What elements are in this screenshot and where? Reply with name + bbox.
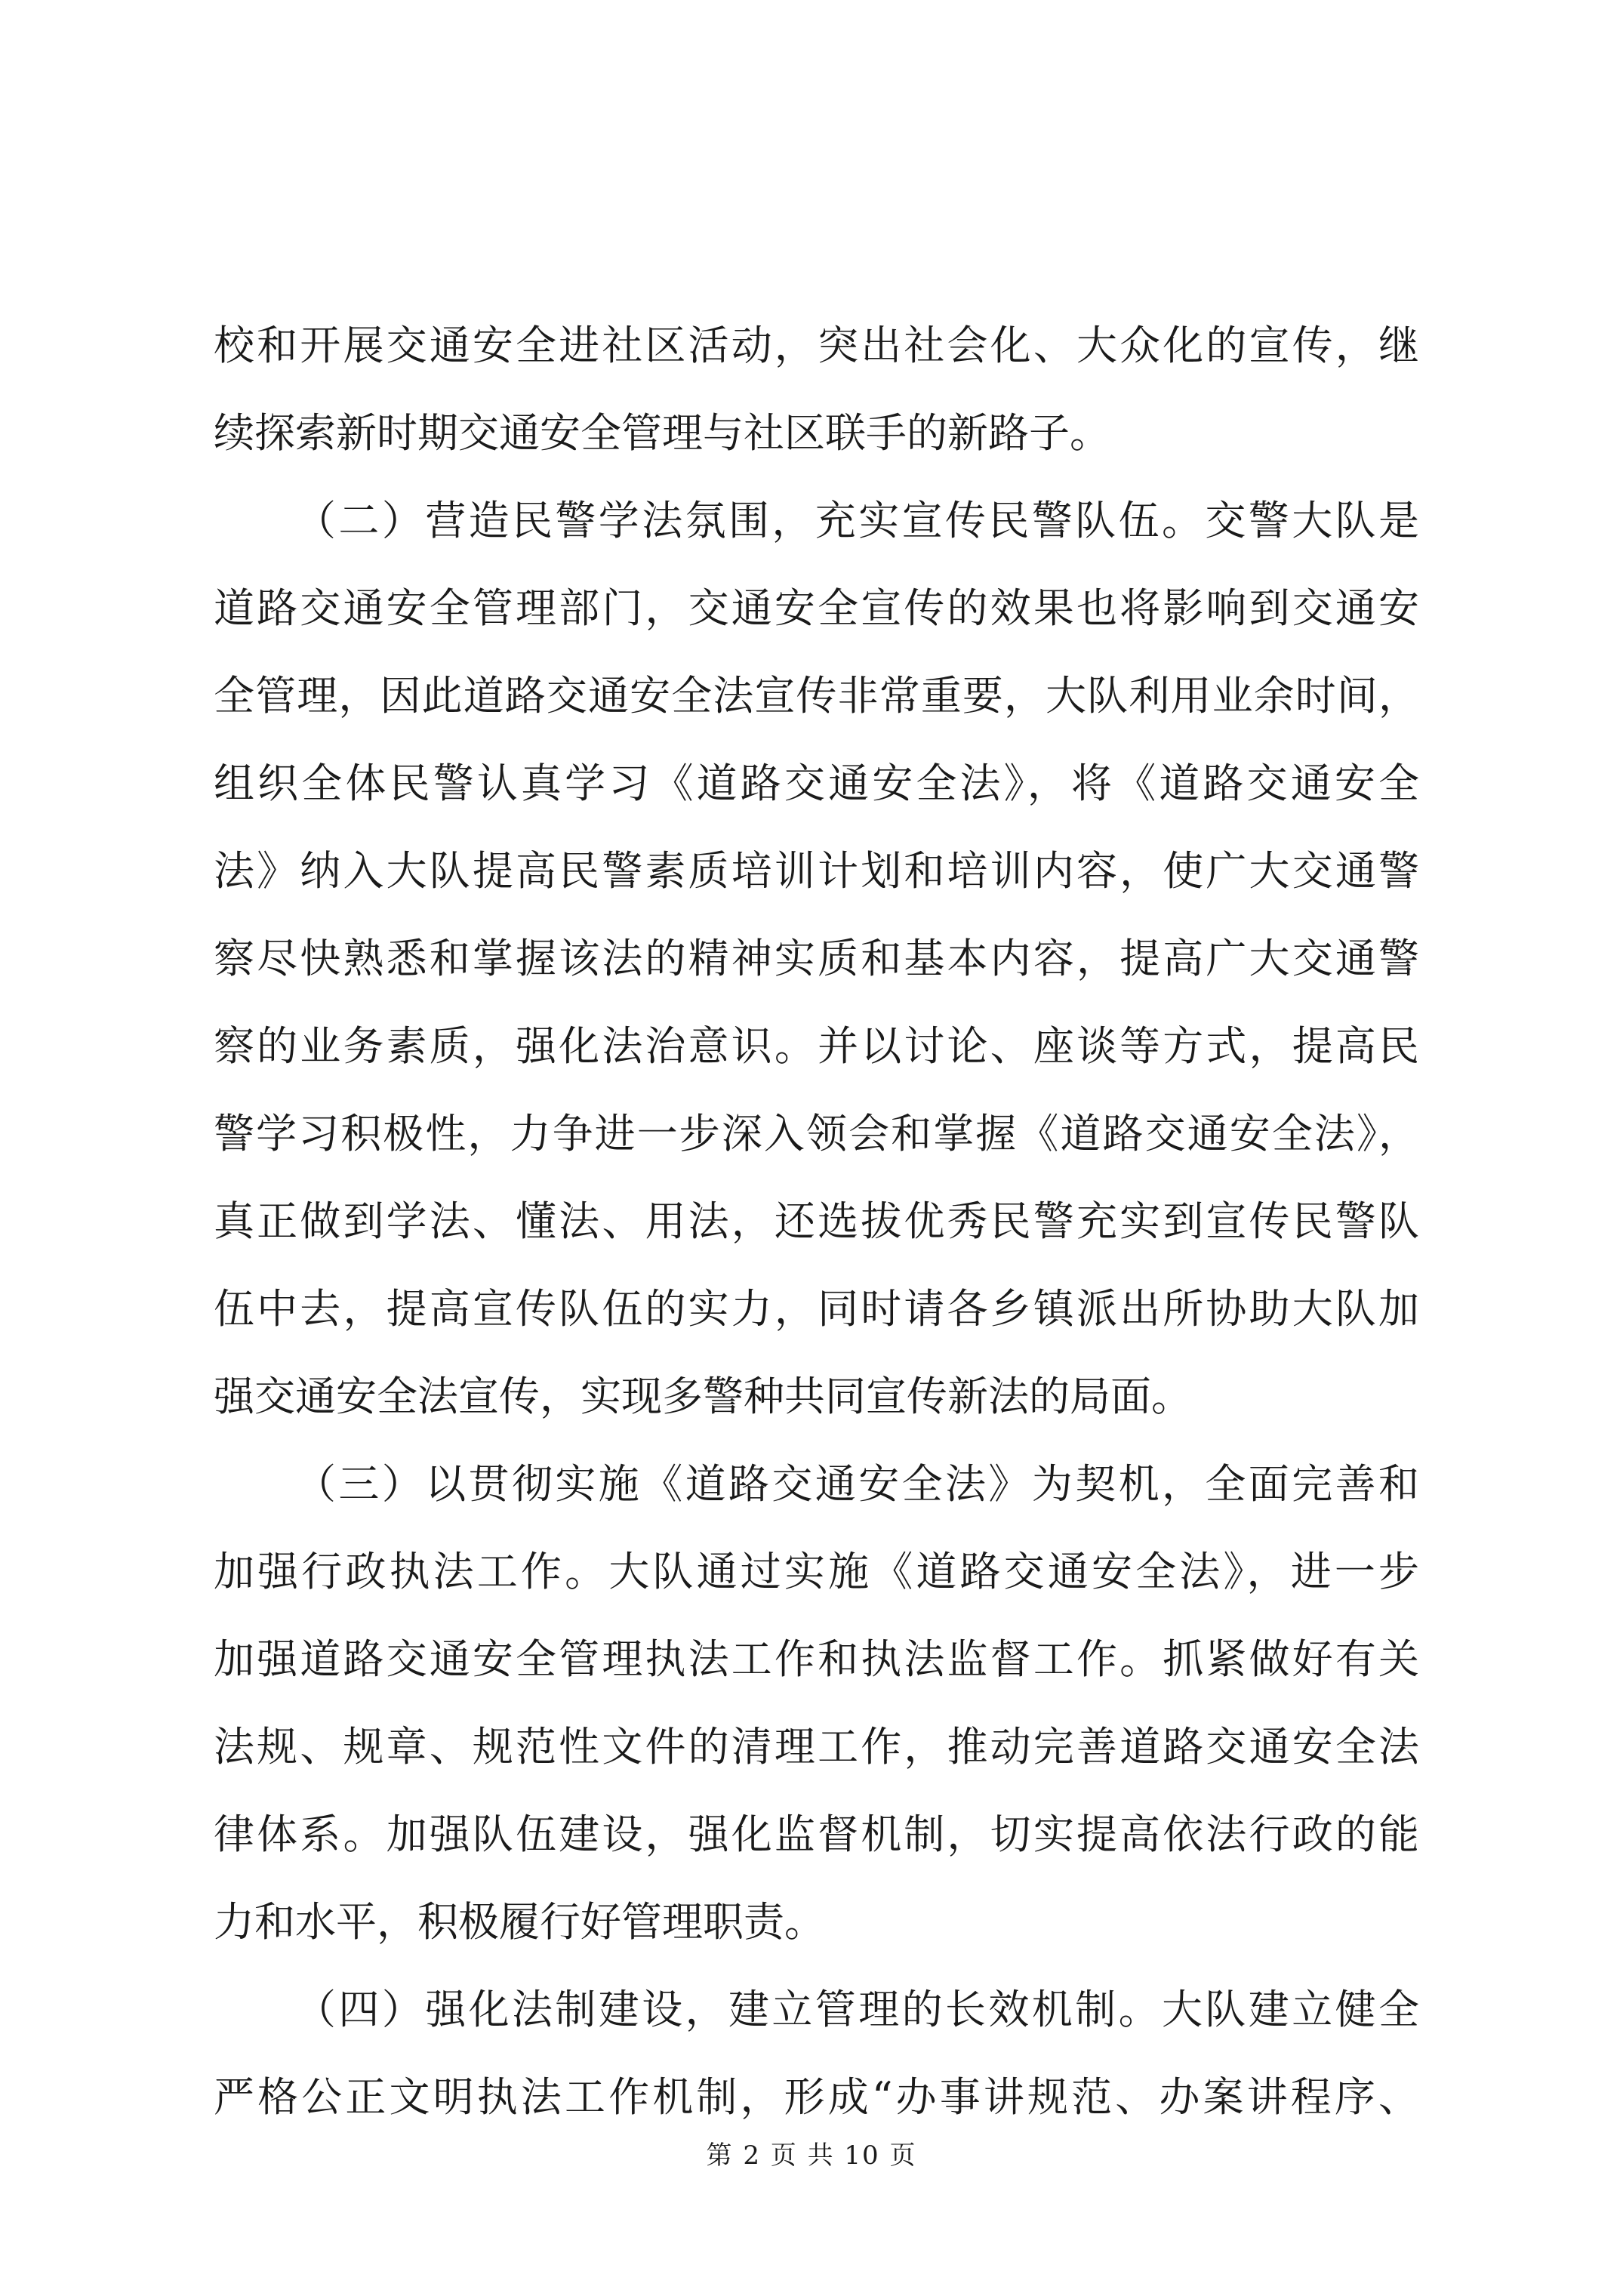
text-line: 加强行政执法工作。大队通过实施《道路交通安全法》，进一步 bbox=[214, 1548, 1419, 1595]
text-line: 加强道路交通安全管理执法工作和执法监督工作。抓紧做好有关 bbox=[214, 1635, 1419, 1683]
text-line: 警学习积极性，力争进一步深入领会和掌握《道路交通安全法》， bbox=[214, 1110, 1419, 1157]
text-line: 续探索新时期交通安全管理与社区联手的新路子。 bbox=[214, 409, 1110, 457]
page-number-footer: 第 2 页 共 10 页 bbox=[706, 2140, 917, 2171]
text-line: 组织全体民警认真学习《道路交通安全法》，将《道路交通安全 bbox=[214, 760, 1419, 807]
text-line: 校和开展交通安全进社区活动，突出社会化、大众化的宣传，继 bbox=[214, 322, 1419, 369]
paragraph-heading-line: （四）强化法制建设，建立管理的长效机制。大队建立健全 bbox=[295, 1986, 1419, 2033]
body-text bbox=[214, 302, 1419, 2141]
text-line: 全管理，因此道路交通安全法宣传非常重要，大队利用业余时间， bbox=[214, 672, 1419, 720]
text-line: 真正做到学法、懂法、用法，还选拔优秀民警充实到宣传民警队 bbox=[214, 1197, 1419, 1245]
text-line: 严格公正文明执法工作机制，形成“办事讲规范、办案讲程序、 bbox=[214, 2073, 1419, 2121]
text-line: 律体系。加强队伍建设，强化监督机制，切实提高依法行政的能 bbox=[214, 1811, 1419, 1858]
text-line: 力和水平，积极履行好管理职责。 bbox=[214, 1898, 825, 1946]
text-line: 伍中去，提高宣传队伍的实力，同时请各乡镇派出所协助大队加 bbox=[214, 1285, 1419, 1333]
paragraph-heading-line: （二）营造民警学法氛围，充实宣传民警队伍。交警大队是 bbox=[295, 497, 1419, 544]
text-line: 察的业务素质，强化法治意识。并以讨论、座谈等方式，提高民 bbox=[214, 1022, 1419, 1070]
text-line: 道路交通安全管理部门，交通安全宣传的效果也将影响到交通安 bbox=[214, 584, 1419, 632]
text-line: 法规、规章、规范性文件的清理工作，推动完善道路交通安全法 bbox=[214, 1723, 1419, 1771]
paragraph-heading-line: （三）以贯彻实施《道路交通安全法》为契机，全面完善和 bbox=[295, 1460, 1419, 1508]
text-line: 察尽快熟悉和掌握该法的精神实质和基本内容，提高广大交通警 bbox=[214, 935, 1419, 982]
text-line: 法》纳入大队提高民警素质培训计划和培训内容，使广大交通警 bbox=[214, 847, 1419, 895]
text-line: 强交通安全法宣传，实现多警种共同宣传新法的局面。 bbox=[214, 1373, 1192, 1420]
